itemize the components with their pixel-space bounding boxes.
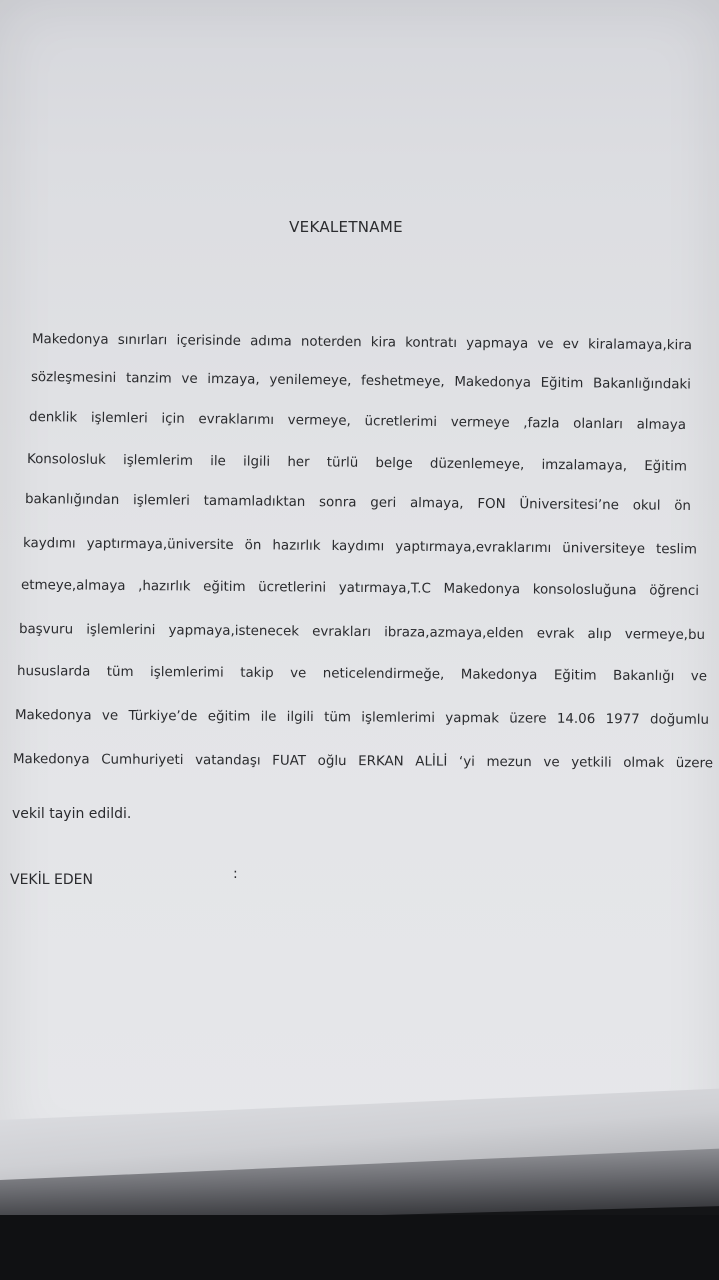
document-line-7: etmeye,almaya ,hazırlık eğitim ücretlerini yatırmaya,T.C Makedonya konsolosluğuna öğrenci: [20, 578, 700, 599]
document-title: VEKALETNAME: [289, 218, 403, 236]
signature-colon: :: [233, 866, 238, 882]
dark-background: [0, 1215, 719, 1280]
document-line-6: kaydımı yaptırmaya,üniversite ön hazırlık kaydımı yaptırmaya,evraklarımı üniversiteye teslim: [22, 536, 698, 558]
document-line-10: Makedonya ve Türkiye’de eğitim ile ilgili tüm işlemlerimi yapmak üzere 14.06 1977 doğumlu: [14, 708, 710, 728]
document-line-12: vekil tayin edildi.: [12, 806, 132, 822]
document-line-9: hususlarda tüm işlemlerimi takip ve neticelendirmeğe, Makedonya Eğitim Bakanlığı ve: [16, 664, 708, 685]
document-line-2: sözleşmesini tanzim ve imzaya, yenilemeye, feshetmeye, Makedonya Eğitim Bakanlığındaki: [30, 370, 692, 393]
document-line-4: Konsolosluk işlemlerim ile ilgili her türlü belge düzenlemeye, imzalamaya, Eğitim: [26, 452, 688, 475]
document-line-5: bakanlığından işlemleri tamamladıktan sonra geri almaya, FON Üniversitesi’ne okul ön: [24, 492, 692, 514]
document-line-3: denklik işlemleri için evraklarımı vermeye, ücretlerimi vermeye ,fazla olanları almaya: [28, 410, 687, 434]
signature-label: VEKİL EDEN: [10, 872, 93, 888]
document-line-11: Makedonya Cumhuriyeti vatandaşı FUAT oğlu ERKAN ALİLİ ‘yi mezun ve yetkili olmak üzere: [12, 752, 714, 772]
document-line-1: Makedonya sınırları içerisinde adıma noterden kira kontratı yapmaya ve ev kiralamaya,kira: [31, 332, 693, 354]
document-line-8: başvuru işlemlerini yapmaya,istenecek evrakları ibraza,azmaya,elden evrak alıp vermeye,bu: [18, 622, 706, 643]
